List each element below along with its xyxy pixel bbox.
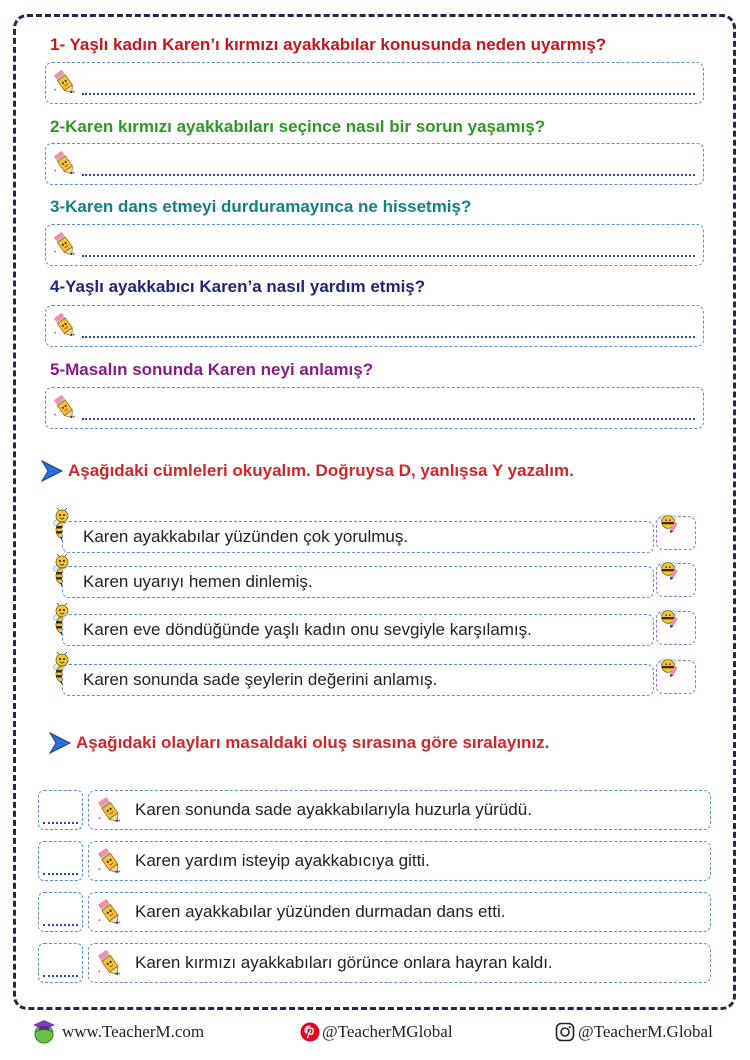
pencil-mascot-icon (52, 310, 78, 340)
instagram-handle[interactable]: @TeacherM.Global (578, 1022, 713, 1041)
answer-line (43, 975, 78, 977)
answer-line (82, 418, 695, 420)
pencil-mascot-icon (52, 67, 78, 97)
website-link[interactable]: www.TeacherM.com (62, 1022, 205, 1041)
answer-line (43, 822, 78, 824)
answer-field[interactable] (45, 143, 704, 185)
pinterest-handle[interactable]: @TeacherMGlobal (322, 1022, 453, 1041)
answer-field[interactable] (45, 305, 704, 347)
arrow-right-icon (40, 459, 64, 483)
question-text: 1- Yaşlı kadın Karen’ı kırmızı ayakkabılar konusunda neden uyarmış? (50, 35, 607, 54)
bee-mascot-icon (657, 655, 679, 677)
instagram-icon (555, 1022, 575, 1042)
pencil-mascot-icon (52, 148, 78, 178)
pinterest-icon (300, 1022, 320, 1042)
answer-field[interactable] (45, 62, 704, 104)
answer-line (82, 336, 695, 338)
answer-line (82, 93, 695, 95)
order-number-field[interactable] (38, 892, 83, 932)
statement: Karen ayakkabılar yüzünden çok yorulmuş. (62, 521, 654, 553)
event-text: Karen kırmızı ayakkabıları görünce onlara hayran kaldı. (88, 943, 711, 983)
statement: Karen uyarıyı hemen dinlemiş. (62, 566, 654, 598)
pencil-mascot-icon (52, 392, 78, 422)
question-text: 5-Masalın sonunda Karen neyi anlamış? (50, 360, 374, 379)
pencil-mascot-icon (96, 794, 124, 826)
answer-line (82, 255, 695, 257)
order-number-field[interactable] (38, 943, 83, 983)
answer-line (82, 174, 695, 176)
order-number-field[interactable] (38, 841, 83, 881)
pencil-mascot-icon (96, 845, 124, 877)
pencil-mascot-icon (96, 947, 124, 979)
statement: Karen sonunda sade şeylerin değerini anlamış. (62, 664, 654, 696)
pencil-mascot-icon (52, 229, 78, 259)
true-false-heading: Aşağıdaki cümleleri okuyalım. Doğruysa D, yanlışsa Y yazalım. (68, 461, 574, 480)
answer-line (43, 873, 78, 875)
bee-mascot-icon (657, 511, 679, 533)
graduation-globe-icon (30, 1017, 58, 1045)
arrow-right-icon (48, 731, 72, 755)
event-text: Karen sonunda sade ayakkabılarıyla huzurla yürüdü. (88, 790, 711, 830)
event-text: Karen ayakkabılar yüzünden durmadan dans etti. (88, 892, 711, 932)
answer-line (43, 924, 78, 926)
statement: Karen eve döndüğünde yaşlı kadın onu sevgiyle karşılamış. (62, 614, 654, 646)
pencil-mascot-icon (96, 896, 124, 928)
question-text: 4-Yaşlı ayakkabıcı Karen’a nasıl yardım etmiş? (50, 277, 426, 296)
question-text: 3-Karen dans etmeyi durduramayınca ne hissetmiş? (50, 197, 472, 216)
answer-field[interactable] (45, 224, 704, 266)
order-number-field[interactable] (38, 790, 83, 830)
question-text: 2-Karen kırmızı ayakkabıları seçince nasıl bir sorun yaşamış? (50, 117, 546, 136)
event-text: Karen yardım isteyip ayakkabıcıya gitti. (88, 841, 711, 881)
ordering-heading: Aşağıdaki olayları masaldaki oluş sırasına göre sıralayınız. (76, 733, 550, 752)
answer-field[interactable] (45, 387, 704, 429)
bee-mascot-icon (657, 606, 679, 628)
bee-mascot-icon (657, 558, 679, 580)
